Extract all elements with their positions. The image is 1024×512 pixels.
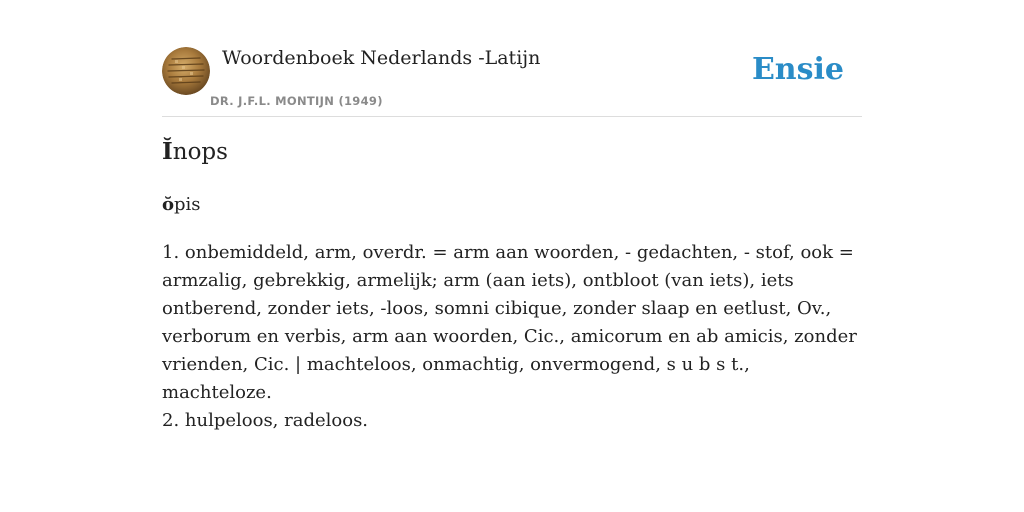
entry-headword xyxy=(162,138,228,165)
latin-inscription-coin-icon[interactable] xyxy=(162,47,210,95)
definition-sense-2: 2. hulpeloos, radeloos. xyxy=(162,410,369,431)
book-author: DR. J.F.L. MONTIJN (1949) xyxy=(210,94,383,108)
headword-rest: nops xyxy=(172,139,228,165)
entry-subword xyxy=(162,194,201,215)
definition-sense-1: 1. onbemiddeld, arm, overdr. = arm aan woorden, - gedachten, - stof, ook = armzalig, gebrekkig, armelijk; arm (aan iets), ontbloot (van iets), iets ontberend, zonder iets, -loos, somni cibique, zonder slaap en eetlust, Ov., verborum en verbis, arm aan woorden, Cic., amicorum en ab amicis, zonder vrienden, Cic. | machteloos, onmachtig, onvermogend, s u b s t., machteloze. xyxy=(162,242,857,403)
dictionary-header xyxy=(162,46,862,117)
ensie-logo-link[interactable]: Ensie xyxy=(751,52,844,87)
book-title[interactable]: Woordenboek Nederlands -Latijn xyxy=(222,47,541,69)
headword-initial: Ĭ xyxy=(162,138,173,165)
entry-definition xyxy=(162,239,864,435)
subword-rest: pis xyxy=(174,194,201,215)
subword-initial: ŏ xyxy=(162,194,175,215)
